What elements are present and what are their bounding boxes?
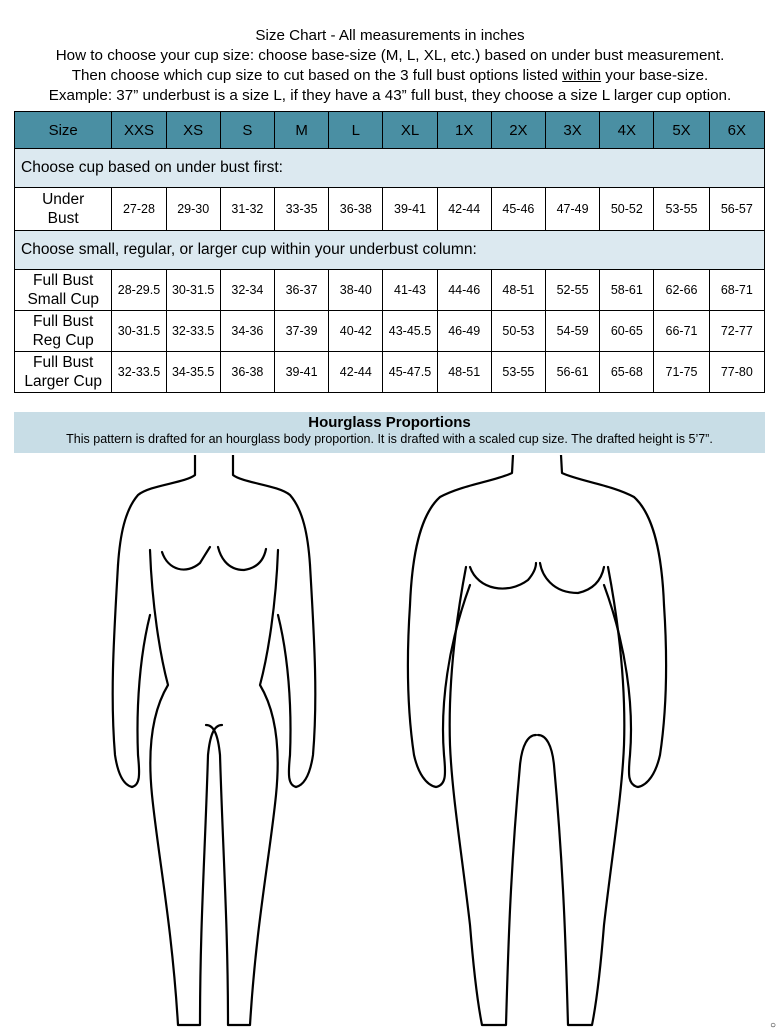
table-cell: 28-29.5 xyxy=(112,270,166,311)
table-cell: 53-55 xyxy=(491,352,545,393)
table-cell: 38-40 xyxy=(329,270,383,311)
row-label-line: Larger Cup xyxy=(24,373,102,390)
table-cell: 32-34 xyxy=(220,270,274,311)
section-row-underbust xyxy=(15,149,765,188)
row-label-line: Full Bust xyxy=(33,354,94,371)
table-cell: 65-68 xyxy=(600,352,654,393)
table-cell: 34-35.5 xyxy=(166,352,220,393)
size-header: 5X xyxy=(654,112,709,149)
table-cell: 54-59 xyxy=(546,311,600,352)
table-cell: 30-31.5 xyxy=(166,270,220,311)
size-header: 3X xyxy=(546,112,600,149)
size-header: 4X xyxy=(600,112,654,149)
bust-curve-right xyxy=(218,547,266,570)
table-cell: 50-52 xyxy=(600,188,654,231)
table-cell: 45-46 xyxy=(491,188,545,231)
size-chart-table xyxy=(14,111,765,393)
table-cell: 56-61 xyxy=(546,352,600,393)
table-cell: 32-33.5 xyxy=(112,352,166,393)
table-cell: 41-43 xyxy=(383,270,437,311)
chart-title: Size Chart - All measurements in inches xyxy=(255,27,525,44)
slim-body-figure xyxy=(113,455,316,1025)
instruction-line-2-end: your base-size. xyxy=(601,67,709,84)
table-cell: 50-53 xyxy=(491,311,545,352)
table-cell: 43-45.5 xyxy=(383,311,437,352)
table-row-under-bust xyxy=(15,188,765,231)
body-figures xyxy=(0,455,780,1033)
small-mark-icon: ○ xyxy=(769,1020,776,1031)
intro-text xyxy=(0,26,780,106)
table-cell: 62-66 xyxy=(654,270,709,311)
instruction-line-2 xyxy=(0,66,780,86)
size-header: 6X xyxy=(709,112,764,149)
underlined-within: within xyxy=(562,67,602,84)
banner-title: Hourglass Proportions xyxy=(308,414,471,431)
table-cell: 32-33.5 xyxy=(166,311,220,352)
size-header: S xyxy=(220,112,274,149)
table-cell: 29-30 xyxy=(166,188,220,231)
size-header: 1X xyxy=(437,112,491,149)
row-label-line: Small Cup xyxy=(27,291,99,308)
table-cell: 46-49 xyxy=(437,311,491,352)
table-row-full-bust-larger xyxy=(15,352,765,393)
size-header: XL xyxy=(383,112,437,149)
bust-curve-right xyxy=(540,563,604,593)
row-label xyxy=(15,352,112,393)
size-header: XXS xyxy=(112,112,166,149)
section-row-fullbust xyxy=(15,231,765,270)
bust-curve-left xyxy=(162,547,210,570)
table-cell: 60-65 xyxy=(600,311,654,352)
table-row-full-bust-small xyxy=(15,270,765,311)
table-cell: 36-37 xyxy=(274,270,328,311)
row-label-line: Reg Cup xyxy=(32,332,94,349)
table-cell: 36-38 xyxy=(220,352,274,393)
table-cell: 66-71 xyxy=(654,311,709,352)
table-cell: 53-55 xyxy=(654,188,709,231)
row-label-line: Full Bust xyxy=(33,272,94,289)
instruction-line-2-start: Then choose which cup size to cut based on the 3 full bust options listed xyxy=(71,67,563,84)
table-cell: 58-61 xyxy=(600,270,654,311)
table-cell: 39-41 xyxy=(274,352,328,393)
hourglass-banner xyxy=(14,412,765,453)
table-cell: 47-49 xyxy=(546,188,600,231)
table-cell: 42-44 xyxy=(329,352,383,393)
row-label xyxy=(15,311,112,352)
table-cell: 39-41 xyxy=(383,188,437,231)
table-cell: 33-35 xyxy=(274,188,328,231)
banner-description: This pattern is drafted for an hourglass body proportion. It is drafted with a scaled cup size. The drafted height is 5’7”. xyxy=(66,432,713,446)
table-cell: 72-77 xyxy=(709,311,764,352)
table-cell: 42-44 xyxy=(437,188,491,231)
row-label-line: Full Bust xyxy=(33,313,94,330)
table-cell: 36-38 xyxy=(329,188,383,231)
table-cell: 44-46 xyxy=(437,270,491,311)
row-label-line: Bust xyxy=(47,210,79,227)
table-cell: 30-31.5 xyxy=(112,311,166,352)
table-row-full-bust-regular xyxy=(15,311,765,352)
curvy-body-figure xyxy=(408,455,666,1025)
table-cell: 45-47.5 xyxy=(383,352,437,393)
row-label-line: Under xyxy=(42,191,85,208)
table-cell: 56-57 xyxy=(709,188,764,231)
table-cell: 27-28 xyxy=(112,188,166,231)
table-cell: 48-51 xyxy=(437,352,491,393)
size-header: XS xyxy=(166,112,220,149)
table-cell: 40-42 xyxy=(329,311,383,352)
table-cell: 52-55 xyxy=(546,270,600,311)
instruction-line-1: How to choose your cup size: choose base-size (M, L, XL, etc.) based on under bust measurement. xyxy=(55,47,725,64)
example-line: Example: 37” underbust is a size L, if they have a 43” full bust, they choose a size L larger cup option. xyxy=(48,87,732,104)
size-corner-header: Size xyxy=(15,112,112,149)
table-cell: 37-39 xyxy=(274,311,328,352)
table-cell: 31-32 xyxy=(220,188,274,231)
size-header: L xyxy=(329,112,383,149)
size-header-row xyxy=(15,112,765,149)
table-cell: 77-80 xyxy=(709,352,764,393)
table-cell: 68-71 xyxy=(709,270,764,311)
size-header: 2X xyxy=(491,112,545,149)
row-label xyxy=(15,270,112,311)
table-cell: 34-36 xyxy=(220,311,274,352)
size-header: M xyxy=(274,112,328,149)
table-cell: 71-75 xyxy=(654,352,709,393)
table-cell: 48-51 xyxy=(491,270,545,311)
bust-curve-left xyxy=(470,563,536,589)
section-label: Choose small, regular, or larger cup within your underbust column: xyxy=(15,231,765,270)
row-label xyxy=(15,188,112,231)
section-label: Choose cup based on under bust first: xyxy=(15,149,765,188)
